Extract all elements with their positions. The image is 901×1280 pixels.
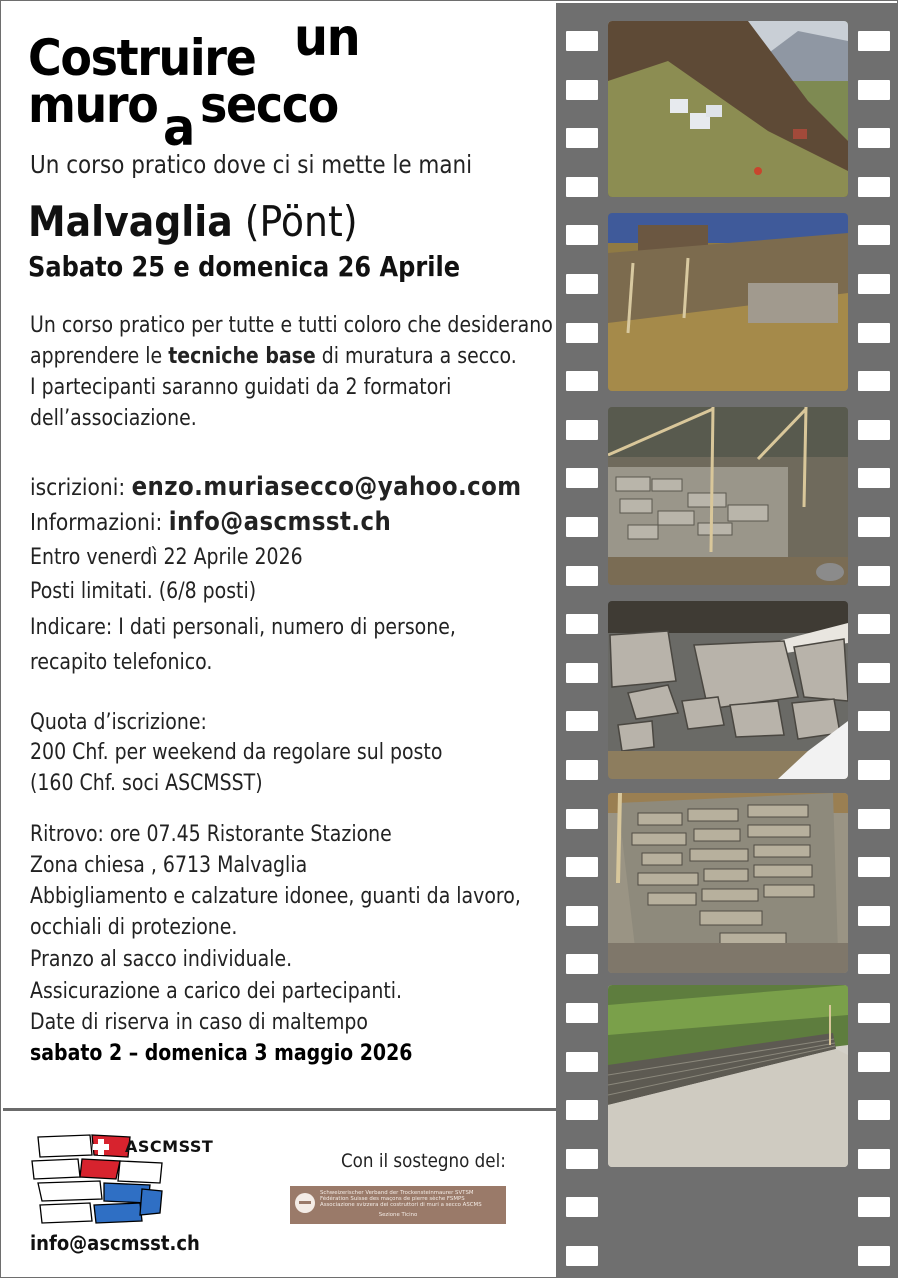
- film-sprocket-hole: [566, 1149, 598, 1169]
- film-sprocket-hole: [566, 225, 598, 245]
- film-sprocket-hole: [566, 1246, 598, 1266]
- film-sprocket-hole: [566, 906, 598, 926]
- film-sprocket-hole: [858, 517, 890, 537]
- film-sprocket-hole: [566, 420, 598, 440]
- film-sprocket-hole: [858, 177, 890, 197]
- film-sprocket-hole: [858, 1149, 890, 1169]
- footer-divider: [3, 1108, 556, 1111]
- film-sprocket-hole: [858, 711, 890, 731]
- backup-dates-label: Date di riserva in caso di maltempo: [30, 1010, 368, 1035]
- film-sprocket-hole: [566, 857, 598, 877]
- film-sprocket-hole: [566, 1100, 598, 1120]
- sponsor-section: Sezione Ticino: [378, 1211, 418, 1218]
- film-strip: [556, 3, 898, 1278]
- film-sprocket-hole: [566, 517, 598, 537]
- film-sprocket-hole: [858, 31, 890, 51]
- intro-text: di muratura a secco.: [315, 344, 517, 369]
- intro-line-4: dell’associazione.: [30, 406, 197, 431]
- lunch-info: Pranzo al sacco individuale.: [30, 947, 293, 972]
- film-sprocket-hole: [858, 225, 890, 245]
- sponsor-line-1: Schweizerischer Verband der Trockensteinmaurer SVTSM: [320, 1190, 474, 1196]
- film-sprocket-hole: [858, 1100, 890, 1120]
- glasses-info: occhiali di protezione.: [30, 915, 238, 940]
- event-dates: Sabato 25 e domenica 26 Aprile: [28, 250, 461, 283]
- photo-finished-stone-wall: [608, 793, 848, 973]
- film-sprocket-hole: [566, 323, 598, 343]
- film-sprocket-hole: [566, 566, 598, 586]
- film-sprocket-hole: [858, 128, 890, 148]
- film-sprocket-hole: [566, 1052, 598, 1072]
- film-sprocket-hole: [858, 80, 890, 100]
- intro-line-3: I partecipanti saranno guidati da 2 formatori: [30, 375, 452, 400]
- film-sprocket-hole: [566, 274, 598, 294]
- film-sprocket-hole: [858, 1246, 890, 1266]
- registration-line: [30, 472, 522, 502]
- film-sprocket-hole: [566, 371, 598, 391]
- film-sprocket-hole: [858, 566, 890, 586]
- meeting-address: Zona chiesa , 6713 Malvaglia: [30, 853, 308, 878]
- intro-line-2: [30, 341, 517, 372]
- film-sprocket-hole: [566, 663, 598, 683]
- film-sprocket-hole: [858, 1197, 890, 1217]
- film-sprocket-hole: [566, 614, 598, 634]
- intro-bold: tecniche base: [168, 344, 316, 369]
- intro-line-1: Un corso pratico per tutte e tutti coloro che desiderano: [30, 313, 553, 338]
- film-sprocket-hole: [858, 420, 890, 440]
- film-sprocket-hole: [566, 128, 598, 148]
- org-name: ASCMSST: [125, 1137, 214, 1156]
- location: [28, 197, 358, 246]
- sponsor-line-3: Associazione svizzera dei costruttori di muri a secco ASCMS: [320, 1202, 482, 1209]
- title-word-costruire: Costruire: [28, 29, 256, 87]
- info-label: Informazioni:: [30, 510, 169, 536]
- sponsor-logo: [290, 1186, 506, 1224]
- photo-vineyard-terraces: [608, 213, 848, 391]
- fee-line-1: 200 Chf. per weekend da regolare sul posto: [30, 740, 443, 765]
- footer-email-link[interactable]: info@ascmsst.ch: [30, 1231, 200, 1255]
- film-sprocket-hole: [566, 1197, 598, 1217]
- film-sprocket-hole: [566, 1003, 598, 1023]
- title-word-muro: muro: [28, 76, 158, 134]
- photo-stone-wall-closeup: [608, 601, 848, 779]
- photo-wall-by-road: [608, 985, 848, 1167]
- film-sprocket-hole: [566, 80, 598, 100]
- film-sprocket-hole: [566, 809, 598, 829]
- film-sprocket-hole: [858, 323, 890, 343]
- film-sprocket-hole: [566, 177, 598, 197]
- photo-wall-with-stakes: [608, 407, 848, 585]
- film-sprocket-hole: [566, 31, 598, 51]
- fee-line-2: (160 Chf. soci ASCMSST): [30, 771, 263, 796]
- registration-label: iscrizioni:: [30, 475, 132, 501]
- info-line: [30, 507, 391, 537]
- film-sprocket-hole: [858, 760, 890, 780]
- deadline: Entro venerdì 22 Aprile 2026: [30, 545, 303, 570]
- film-sprocket-hole: [858, 1003, 890, 1023]
- location-town: Malvaglia: [28, 197, 233, 246]
- indicate-line-1: Indicare: I dati personali, numero di persone,: [30, 615, 456, 640]
- fee-label: Quota d’iscrizione:: [30, 710, 207, 735]
- clothing-info: Abbigliamento e calzature idonee, guanti da lavoro,: [30, 884, 521, 909]
- location-area: (Pönt): [244, 197, 358, 246]
- film-sprocket-hole: [566, 711, 598, 731]
- meeting-point: Ritrovo: ore 07.45 Ristorante Stazione: [30, 822, 392, 847]
- registration-email-link[interactable]: enzo.muriasecco@yahoo.com: [131, 472, 522, 502]
- title-word-a: a: [163, 98, 194, 158]
- film-sprocket-hole: [858, 1052, 890, 1072]
- film-sprocket-hole: [858, 954, 890, 974]
- places-limited: Posti limitati. (6/8 posti): [30, 579, 257, 604]
- film-sprocket-hole: [566, 760, 598, 780]
- photo-hillside-terraces: [608, 21, 848, 197]
- support-label: Con il sostegno del:: [341, 1150, 506, 1172]
- film-sprocket-hole: [858, 468, 890, 488]
- film-sprocket-hole: [566, 468, 598, 488]
- sponsor-line-2: Fédération Suisse des maçons de pierre sèche FSMPS: [320, 1196, 465, 1203]
- film-sprocket-hole: [858, 371, 890, 391]
- sponsor-mark-icon: [295, 1193, 315, 1213]
- film-sprocket-hole: [858, 906, 890, 926]
- film-sprocket-hole: [858, 614, 890, 634]
- film-sprocket-hole: [858, 857, 890, 877]
- title-word-un: un: [294, 8, 360, 68]
- film-sprocket-hole: [858, 274, 890, 294]
- title-word-secco: secco: [200, 76, 338, 134]
- intro-text: apprendere le: [30, 344, 169, 369]
- film-sprocket-hole: [858, 809, 890, 829]
- info-email-link[interactable]: info@ascmsst.ch: [168, 507, 392, 537]
- subtitle: Un corso pratico dove ci si mette le mani: [30, 150, 473, 179]
- insurance-info: Assicurazione a carico dei partecipanti.: [30, 979, 403, 1004]
- film-sprocket-hole: [858, 663, 890, 683]
- indicate-line-2: recapito telefonico.: [30, 650, 213, 675]
- film-sprocket-hole: [566, 954, 598, 974]
- backup-dates: sabato 2 – domenica 3 maggio 2026: [30, 1041, 413, 1066]
